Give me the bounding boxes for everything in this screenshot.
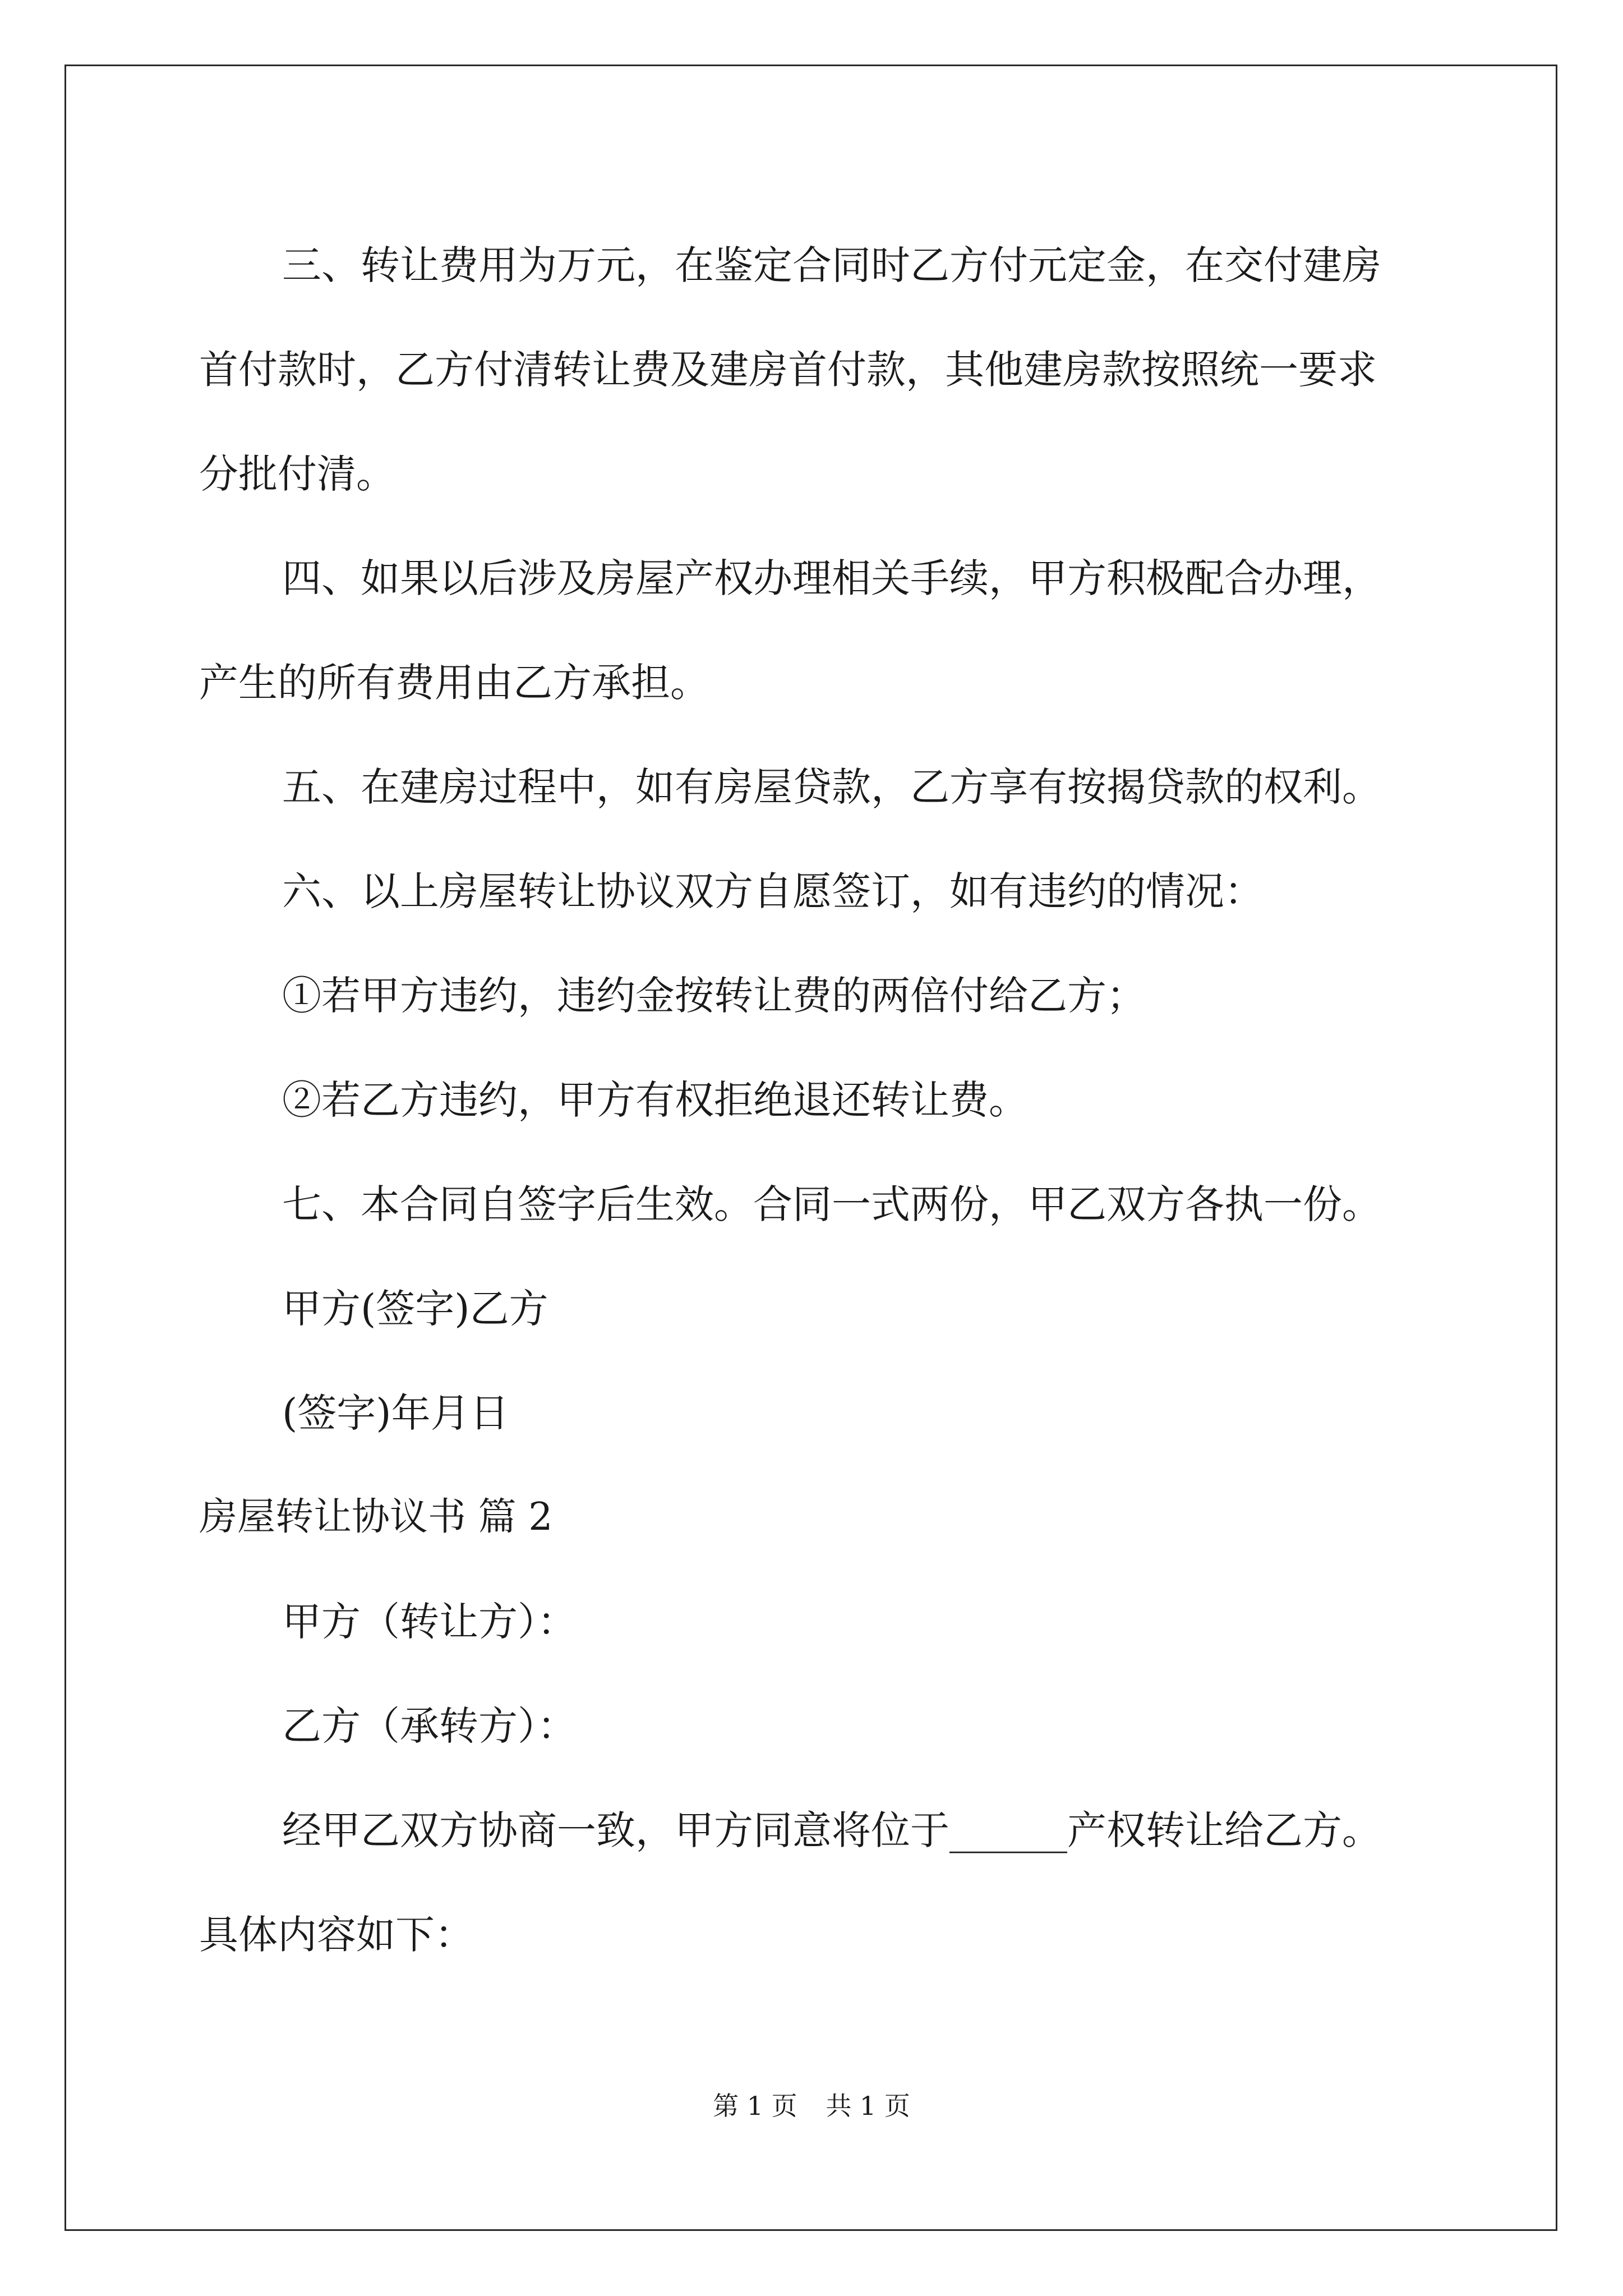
signature-date: (签字)年月日 xyxy=(282,1390,509,1436)
clause-4-line-1: 四、如果以后涉及房屋产权办理相关手续，甲方积极配合办理， xyxy=(282,555,1381,601)
clause-6-item-1: ①若甲方违约，违约金按转让费的两倍付给乙方； xyxy=(282,973,1146,1019)
party-a-transferor: 甲方（转让方）： xyxy=(282,1599,577,1645)
section-2-heading: 房屋转让协议书 篇 2 xyxy=(199,1495,553,1539)
clause-6-item-2: ②若乙方违约，甲方有权拒绝退还转让费。 xyxy=(282,1077,1028,1123)
document-body xyxy=(199,213,1433,1987)
page-number-current: 第 1 页 xyxy=(713,2091,797,2121)
clause-3-line-3: 分批付清。 xyxy=(199,451,395,497)
clause-7: 七、本合同自签字后生效。合同一式两份，甲乙双方各执一份。 xyxy=(282,1181,1381,1227)
agreement-intro-line-2: 具体内容如下： xyxy=(199,1912,474,1958)
clause-3-line-2: 首付款时，乙方付清转让费及建房首付款，其他建房款按照统一要求 xyxy=(199,347,1377,393)
clause-5: 五、在建房过程中，如有房屋贷款，乙方享有按揭贷款的权利。 xyxy=(282,764,1381,810)
agreement-intro-line-1: 经甲乙双方协商一致，甲方同意将位于______产权转让给乙方。 xyxy=(282,1807,1381,1853)
page-number-total: 共 1 页 xyxy=(826,2091,910,2121)
signature-party-a: 甲方(签字)乙方 xyxy=(282,1286,548,1332)
clause-6: 六、以上房屋转让协议双方自愿签订，如有违约的情况： xyxy=(282,868,1264,914)
party-b-transferee: 乙方（承转方）： xyxy=(282,1703,577,1749)
clause-3-line-1: 三、转让费用为万元，在鉴定合同时乙方付元定金，在交付建房 xyxy=(282,242,1381,288)
clause-4-line-2: 产生的所有费用由乙方承担。 xyxy=(199,660,709,706)
page-footer xyxy=(0,2086,1623,2123)
